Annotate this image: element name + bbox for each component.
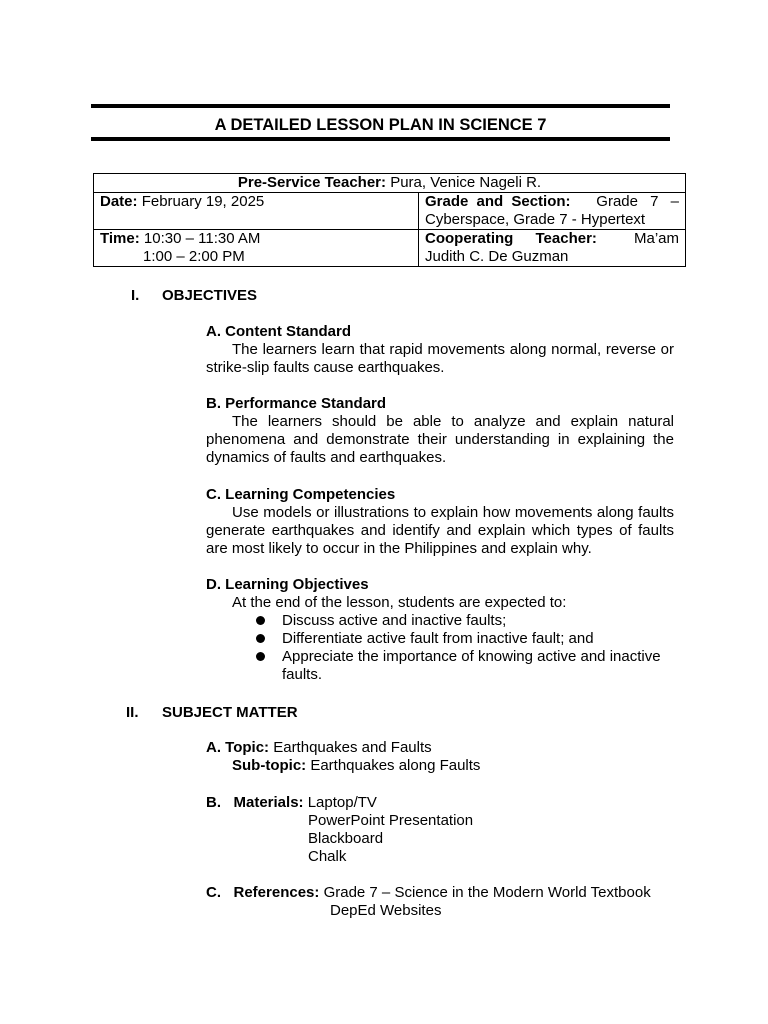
objective-item-3-cont: faults.	[282, 666, 323, 683]
materials-line	[206, 794, 377, 812]
time-label: Time:	[100, 230, 140, 247]
reference-item-1: Grade 7 – Science in the Modern World Textbook	[323, 884, 651, 901]
coop-value-1: Ma’am	[633, 230, 679, 247]
objective-item-2: Differentiate active fault from inactive fault; and	[282, 630, 594, 647]
materials-label: B. Materials:	[206, 794, 304, 811]
bullet-icon	[256, 616, 265, 625]
material-item-4: Chalk	[308, 848, 347, 865]
learning-competencies-text: Use models or illustrations to explain how movements along faults generate earthquakes and identify and explain which types of faults are most likely to occur in the Philippines and explain why.	[206, 504, 674, 557]
performance-standard-heading: B. Performance Standard	[206, 395, 387, 412]
coop-label: Cooperating Teacher:	[425, 230, 597, 247]
performance-standard-text: The learners should be able to analyze and explain natural phenomena and demonstrate their understanding in explaining the dynamics of faults and earthquakes.	[206, 413, 674, 466]
page-title: A DETAILED LESSON PLAN IN SCIENCE 7	[214, 116, 547, 134]
grade-value-1: Grade 7 –	[596, 193, 679, 210]
section2-heading: SUBJECT MATTER	[162, 704, 298, 721]
learning-objectives-intro: At the end of the lesson, students are expected to:	[232, 594, 567, 611]
section1-heading: OBJECTIVES	[162, 287, 258, 304]
pre-service-cell	[94, 174, 686, 193]
learning-competencies-heading: C. Learning Competencies	[206, 486, 396, 503]
section2-numeral: II.	[126, 704, 139, 721]
date-label: Date:	[100, 193, 138, 210]
grade-cell	[419, 193, 686, 230]
objective-item-1: Discuss active and inactive faults;	[282, 612, 507, 629]
objective-item-3: Appreciate the importance of knowing active and inactive	[282, 648, 661, 665]
reference-item-2: DepEd Websites	[330, 902, 442, 919]
section1-numeral: I.	[131, 287, 140, 304]
time-value-2: 1:00 – 2:00 PM	[143, 248, 245, 265]
bullet-icon	[256, 652, 265, 661]
material-item-3: Blackboard	[308, 830, 384, 847]
pre-service-label: Pre-Service Teacher:	[237, 174, 387, 191]
topic-label: A. Topic:	[206, 739, 270, 756]
date-cell	[94, 193, 419, 230]
learning-objectives-heading: D. Learning Objectives	[206, 576, 369, 593]
top-rule	[91, 104, 670, 108]
info-table	[93, 173, 686, 267]
references-label: C. References:	[206, 884, 320, 901]
subtopic-label: Sub-topic:	[232, 757, 307, 774]
references-line	[206, 884, 651, 902]
time-value-1: 10:30 – 11:30 AM	[143, 230, 261, 247]
bottom-rule	[91, 137, 670, 141]
material-item-2: PowerPoint Presentation	[308, 812, 474, 829]
content-standard-text: The learners learn that rapid movements along normal, reverse or strike-slip faults cause earthquakes.	[206, 341, 674, 376]
time-cell	[94, 230, 419, 267]
subtopic-line	[232, 757, 480, 775]
coop-cell	[419, 230, 686, 267]
content-standard-heading: A. Content Standard	[206, 323, 351, 340]
pre-service-value: Pura, Venice Nageli R.	[390, 174, 542, 191]
grade-value-2: Cyberspace, Grade 7 - Hypertext	[425, 211, 646, 228]
bullet-icon	[256, 634, 265, 643]
date-value: February 19, 2025	[141, 193, 265, 210]
coop-value-2: Judith C. De Guzman	[425, 248, 569, 265]
topic-line	[206, 739, 432, 757]
grade-label: Grade and Section:	[425, 193, 571, 210]
topic-value: Earthquakes and Faults	[273, 739, 432, 756]
material-item-1: Laptop/TV	[307, 794, 377, 811]
subtopic-value: Earthquakes along Faults	[310, 757, 481, 774]
